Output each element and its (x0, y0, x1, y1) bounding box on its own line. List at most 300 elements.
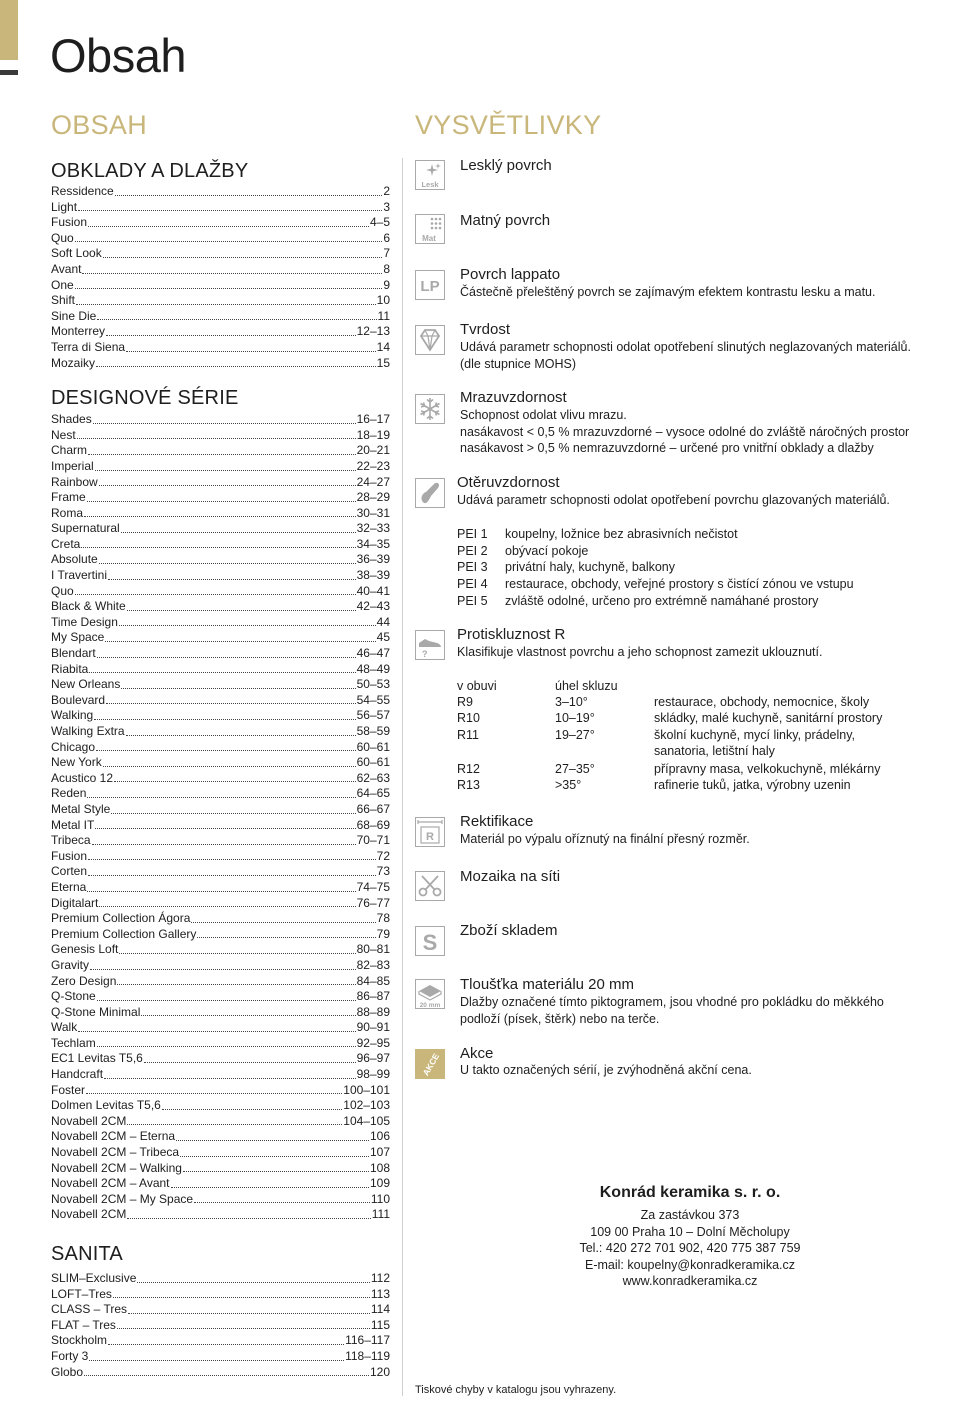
toc-entry-title: EC1 Levitas T5,6 (51, 1051, 143, 1066)
toc-entry (51, 1287, 390, 1303)
column-divider (402, 158, 403, 1396)
toc-entry-page: 7 (383, 246, 390, 261)
company-name: Konrád keramika s. r. o. (599, 1184, 781, 1201)
toc-leader-dots (162, 1098, 342, 1110)
toc-entry (51, 1192, 390, 1208)
toc-leader-dots (126, 724, 356, 736)
toc-leader-dots (183, 1161, 369, 1173)
toc-entry-page: 50–53 (356, 677, 390, 692)
toc-leader-dots (99, 896, 355, 908)
toc-leader-dots (113, 1287, 370, 1299)
toc-leader-dots (141, 1005, 355, 1017)
toc-entry-title: My Space (51, 630, 105, 645)
toc-entry-title: Fusion (51, 215, 88, 230)
toc-entry-page: 114 (370, 1302, 390, 1317)
toc-leader-dots (106, 324, 356, 336)
toc-entry (51, 989, 390, 1005)
toc-leader-dots (81, 537, 355, 549)
toc-heading: OBSAH (51, 110, 148, 140)
toc-entry-page: 84–85 (356, 973, 390, 988)
scissors-icon (415, 871, 445, 901)
toc-leader-dots (90, 958, 356, 970)
toc-entry-title: Quo (51, 230, 74, 245)
toc-entry-page: 109 (369, 1176, 390, 1191)
page-title: Obsah (50, 29, 186, 82)
toc-entry (51, 1098, 390, 1114)
toc-entry-title: Gravity (51, 957, 90, 972)
slip-use: školní kuchyně, mycí linky, prádelny, (654, 728, 856, 742)
toc-leader-dots (121, 521, 356, 533)
toc-entry (51, 475, 390, 491)
toc-entry-title: Quo (51, 583, 74, 598)
toc-entry-page: 118–119 (345, 1348, 390, 1363)
toc-leader-dots (94, 708, 355, 720)
toc-entry (51, 1083, 390, 1099)
slip-angle: 27–35° (555, 762, 595, 776)
toc-entry-title: Avant (51, 261, 82, 276)
hardness-desc: (dle stupnice MOHS) (460, 357, 577, 371)
toc-leader-dots (87, 880, 355, 892)
toc-entry-page: 107 (369, 1145, 390, 1160)
toc-entry-page: 72 (376, 848, 390, 863)
toc-entry-page: 98–99 (356, 1067, 390, 1082)
slip-use: rafinerie tuků, jatka, výrobny uzenin (654, 778, 851, 792)
mat-icon (415, 214, 445, 244)
toc-leader-dots (96, 740, 356, 752)
abrasion-title: Otěruvzdornost (457, 474, 560, 491)
toc-entry-page: 62–63 (356, 770, 390, 785)
toc-entry (51, 278, 390, 294)
shoe-icon (415, 630, 445, 660)
hardness-title: Tvrdost (460, 321, 511, 338)
akce-icon (415, 1049, 445, 1079)
toc-leader-dots (103, 755, 356, 767)
toc-entry (51, 459, 390, 475)
slip-use: sanatoria, letištní haly (654, 744, 775, 758)
toc-entry-title: Creta (51, 536, 81, 551)
toc-leader-dots (194, 1192, 370, 1204)
toc-entry (51, 184, 390, 200)
lappato-desc: Částečně přeleštěný povrch se zajímavým efektem kontrastu lesku a matu. (460, 285, 876, 299)
toc-entry-page: 112 (370, 1271, 390, 1285)
lappato-title: Povrch lappato (460, 266, 561, 283)
toc-entry (51, 506, 390, 522)
promo-title: Akce (460, 1045, 494, 1062)
toc-entry-title: Mozaiky (51, 355, 96, 370)
hardness-desc: Udává parametr schopnosti odolat opotřebení slinutých neglazovaných materiálů. (460, 340, 911, 354)
toc-entry-title: Monterrey (51, 324, 106, 339)
toc-leader-dots (127, 1114, 342, 1126)
toc-entry-title: Eterna (51, 879, 87, 894)
toc-entry-page: 46–47 (356, 646, 390, 661)
toc-entry-page: 54–55 (356, 692, 390, 707)
toc-entry (51, 1207, 390, 1223)
toc-leader-dots (144, 1051, 356, 1063)
toc-entry-title: Blendart (51, 646, 96, 661)
toc-leader-dots (97, 646, 356, 658)
toc-entry-title: Riabita (51, 661, 89, 676)
toc-entry (51, 662, 390, 678)
toc-leader-dots (127, 599, 356, 611)
toc-entry-title: New York (51, 755, 102, 770)
frost-desc: Schopnost odolat vlivu mrazu. (460, 408, 627, 422)
toc-entry-title: Q-Stone (51, 989, 96, 1004)
toc-entry-page: 110 (370, 1191, 390, 1206)
stock-title: Zboží skladem (460, 922, 558, 939)
pei-desc: privátní haly, kuchyně, balkony (505, 560, 676, 574)
toc-leader-dots (114, 771, 356, 783)
toc-entry-page: 18–19 (356, 427, 390, 442)
toc-entry-title: Novabell 2CM – Avant (51, 1176, 170, 1191)
toc-entry-page: 34–35 (356, 536, 390, 551)
toc-entry-page: 2 (383, 184, 390, 198)
toc-entry-title: Time Design (51, 614, 118, 629)
svg-text:Mat: Mat (422, 234, 436, 243)
toc-entry-title: Fusion (51, 848, 88, 863)
toc-list-design (51, 412, 390, 1223)
toc-entry-page: 30–31 (356, 505, 390, 520)
toc-entry-page: 24–27 (356, 474, 390, 489)
toc-entry (51, 215, 390, 231)
snowflake-icon (415, 394, 445, 424)
toc-entry-title: Zero Design (51, 973, 117, 988)
thickness-title: Tloušťka materiálu 20 mm (460, 976, 635, 993)
toc-entry-title: Novabell 2CM (51, 1207, 127, 1222)
toc-entry-title: Digitalart (51, 895, 99, 910)
toc-leader-dots (84, 1365, 369, 1377)
toc-entry (51, 771, 390, 787)
toc-entry (51, 1005, 390, 1021)
toc-entry (51, 818, 390, 834)
toc-entry-title: CLASS – Tres (51, 1302, 128, 1317)
toc-entry-page: 92–95 (356, 1035, 390, 1050)
table-of-contents (51, 108, 390, 1380)
toc-entry-title: Dolmen Levitas T5,6 (51, 1098, 161, 1113)
toc-entry (51, 740, 390, 756)
toc-entry (51, 693, 390, 709)
toc-entry-page: 9 (383, 277, 390, 292)
toc-entry-title: Absolute (51, 552, 98, 567)
toc-entry-title: Shades (51, 412, 92, 427)
toc-entry-page: 82–83 (356, 957, 390, 972)
pei-desc: restaurace, obchody, veřejné prostory s čistící zónou ve vstupu (505, 577, 854, 591)
toc-leader-dots (89, 1349, 344, 1361)
toc-entry-page: 22–23 (356, 458, 390, 473)
promo-desc: U takto označených sérií, je zvýhodněná akční cena. (460, 1063, 752, 1077)
toc-entry-title: One (51, 277, 74, 292)
legend-heading: VYSVĚTLIVKY (415, 110, 602, 140)
toc-entry-title: Globo (51, 1364, 84, 1379)
toc-leader-dots (171, 1176, 369, 1188)
company-city: 109 00 Praha 10 – Dolní Měcholupy (590, 1224, 790, 1239)
toc-entry-page: 90–91 (356, 1020, 390, 1035)
slip-class: R10 (457, 711, 480, 725)
toc-entry (51, 1349, 390, 1365)
toc-section-title: DESIGNOVÉ SÉRIE (51, 387, 239, 410)
toc-entry (51, 1333, 390, 1349)
toc-leader-dots (108, 1333, 344, 1345)
toc-entry-page: 74–75 (356, 879, 390, 894)
toc-entry-page: 76–77 (356, 895, 390, 910)
toc-entry-page: 96–97 (356, 1051, 390, 1066)
frost-desc: nasákavost > 0,5 % nemrazuvzdorné – určené pro vnitřní obklady a dlažby (460, 441, 874, 455)
toc-leader-dots (77, 428, 356, 440)
toc-entry-title: Soft Look (51, 246, 102, 261)
toc-entry-page: 6 (383, 230, 390, 245)
rectified-title: Rektifikace (460, 813, 534, 830)
toc-entry (51, 864, 390, 880)
toc-leader-dots (88, 849, 376, 861)
toc-entry (51, 293, 390, 309)
toc-entry-title: Roma (51, 505, 84, 520)
toc-entry-title: Terra di Siena (51, 339, 126, 354)
toc-entry (51, 1051, 390, 1067)
toc-entry (51, 1302, 390, 1318)
company-street: Za zastávkou 373 (640, 1208, 740, 1222)
toc-entry (51, 615, 390, 631)
toc-leader-dots (105, 630, 375, 642)
toc-entry-title: Imperial (51, 458, 94, 473)
toc-entry (51, 490, 390, 506)
glossy-title: Lesklý povrch (460, 157, 552, 174)
stock-s-icon (415, 926, 445, 956)
slip-angle: 3–10° (555, 695, 588, 709)
toc-entry-title: Frame (51, 490, 86, 505)
toc-entry-page: 113 (370, 1286, 390, 1301)
company-phone: Tel.: 420 272 701 902, 420 775 387 759 (579, 1241, 801, 1255)
toc-entry-page: 15 (376, 355, 390, 370)
slip-angle: 10–19° (555, 711, 595, 725)
toc-entry-page: 16–17 (356, 412, 390, 427)
slip-title: Protiskluznost R (457, 626, 566, 643)
toc-entry-page: 56–57 (356, 708, 390, 723)
toc-entry-page: 3 (383, 199, 390, 214)
toc-leader-dots (111, 802, 355, 814)
slip-class: R9 (457, 695, 473, 709)
toc-entry-page: 4–5 (369, 215, 390, 230)
toc-leader-dots (191, 911, 375, 923)
slip-header: v obuvi (457, 679, 497, 693)
toc-entry (51, 200, 390, 216)
toc-entry-page: 8 (383, 261, 390, 276)
toc-entry-page: 64–65 (356, 786, 390, 801)
toc-entry-page: 68–69 (356, 817, 390, 832)
svg-text:AKCE: AKCE (420, 1051, 442, 1078)
toc-entry (51, 521, 390, 537)
toc-entry-page: 106 (369, 1129, 390, 1144)
toc-entry-title: Metal Style (51, 801, 111, 816)
toc-entry-title: Novabell 2CM – My Space (51, 1191, 194, 1206)
slip-use: restaurace, obchody, nemocnice, školy (654, 695, 870, 709)
toc-entry-title: Techlam (51, 1035, 96, 1050)
toc-entry-page: 10 (376, 293, 390, 308)
toc-entry-page: 115 (370, 1317, 390, 1332)
toc-entry (51, 568, 390, 584)
toc-entry-page: 28–29 (356, 490, 390, 505)
toc-entry-title: Black & White (51, 599, 126, 614)
toc-leader-dots (75, 278, 383, 290)
toc-leader-dots (117, 1318, 370, 1330)
toc-entry-title: I Travertini (51, 568, 108, 583)
toc-leader-dots (127, 1207, 370, 1219)
slip-desc: Klasifikuje vlastnost povrchu a jeho schopnost zamezit uklouznutí. (457, 645, 823, 659)
toc-entry (51, 324, 390, 340)
toc-entry-title: LOFT–Tres (51, 1286, 112, 1301)
toc-entry-page: 12–13 (356, 324, 390, 339)
toc-entry-page: 102–103 (343, 1098, 390, 1113)
svg-text:?: ? (422, 649, 428, 659)
toc-entry (51, 1318, 390, 1334)
toc-entry-title: Boulevard (51, 692, 106, 707)
toc-entry-title: Sine Die (51, 308, 97, 323)
toc-entry-page: 32–33 (356, 521, 390, 536)
lesk-icon (415, 160, 445, 190)
toc-entry-title: FLAT – Tres (51, 1317, 116, 1332)
toc-leader-dots (137, 1271, 369, 1283)
toc-entry-title: Walking Extra (51, 724, 125, 738)
toc-leader-dots (119, 615, 376, 627)
svg-text:R: R (426, 831, 434, 843)
toc-entry-title: Novabell 2CM – Tribeca (51, 1145, 180, 1160)
toc-entry-page: 111 (371, 1207, 390, 1222)
toc-entry (51, 708, 390, 724)
toc-entry (51, 246, 390, 262)
rectified-desc: Materiál po výpalu oříznutý na finální přesný rozměr. (460, 832, 750, 846)
toc-entry-page: 100–101 (343, 1082, 390, 1097)
toc-entry (51, 1176, 390, 1192)
toc-leader-dots (103, 246, 383, 258)
slip-angle: 19–27° (555, 728, 595, 742)
toc-leader-dots (104, 1067, 356, 1079)
dark-accent-bar (0, 70, 18, 75)
toc-entry (51, 552, 390, 568)
toc-leader-dots (88, 215, 369, 227)
slip-class: R11 (457, 728, 480, 742)
toc-leader-dots (82, 262, 382, 274)
toc-entry-title: Corten (51, 864, 88, 879)
toc-entry (51, 896, 390, 912)
toc-entry-title: Light (51, 199, 78, 214)
toc-leader-dots (95, 818, 355, 830)
toc-entry-page: 45 (376, 630, 390, 645)
toc-entry-title: Premium Collection Gallery (51, 926, 197, 941)
toc-leader-dots (87, 490, 356, 502)
toc-entry-title: Shift (51, 293, 76, 308)
toc-entry (51, 911, 390, 927)
toc-entry-title: Nest (51, 427, 76, 442)
toc-entry (51, 630, 390, 646)
gold-accent-bar (0, 0, 18, 60)
toc-entry (51, 1271, 390, 1287)
slip-class: R13 (457, 778, 480, 792)
rectified-icon (415, 817, 445, 847)
toc-entry-title: Metal IT (51, 817, 95, 832)
toc-entry-page: 79 (376, 926, 390, 941)
pei-desc: koupelny, ložnice bez abrasivních nečistot (505, 527, 738, 541)
toc-entry (51, 412, 390, 428)
toc-entry (51, 927, 390, 943)
toc-leader-dots (197, 927, 375, 939)
toc-entry-page: 58–59 (356, 724, 390, 738)
toc-entry-page: 104–105 (343, 1113, 390, 1128)
toc-entry-page: 116–117 (345, 1333, 390, 1348)
toc-leader-dots (106, 693, 356, 705)
toc-entry-title: New Orleans (51, 677, 121, 692)
toc-entry-page: 14 (376, 339, 390, 354)
pei-code: PEI 2 (457, 544, 488, 558)
pei-code: PEI 1 (457, 527, 488, 541)
toc-entry (51, 262, 390, 278)
toc-entry (51, 786, 390, 802)
toc-entry (51, 974, 390, 990)
toc-entry-title: Rainbow (51, 474, 98, 489)
toc-entry (51, 309, 390, 325)
toc-leader-dots (115, 184, 383, 196)
toc-entry (51, 1067, 390, 1083)
pei-desc: zvláště odolné, určeno pro extrémně namáhané prostory (505, 594, 819, 608)
toc-entry-page: 108 (369, 1160, 390, 1175)
mesh-title: Mozaika na síti (460, 868, 561, 885)
thickness-desc: podloží (písek, štěrk) nebo na terče. (460, 1012, 660, 1026)
toc-entry (51, 802, 390, 818)
company-block (470, 1184, 910, 1290)
toc-leader-dots (99, 475, 356, 487)
pei-code: PEI 3 (457, 560, 488, 574)
toc-leader-dots (86, 1083, 342, 1095)
toc-entry (51, 1161, 390, 1177)
toc-entry-page: 40–41 (356, 583, 390, 598)
toc-entry-title: Stockholm (51, 1333, 108, 1348)
toc-entry-title: Walking (51, 708, 94, 723)
toc-entry-page: 60–61 (356, 739, 390, 754)
thickness-icon (415, 979, 445, 1009)
footnote: Tiskové chyby v katalogu jsou vyhrazeny. (415, 1384, 617, 1396)
toc-leader-dots (119, 942, 355, 954)
toc-entry-page: 86–87 (356, 989, 390, 1004)
toc-leader-dots (87, 786, 355, 798)
toc-leader-dots (117, 974, 355, 986)
svg-text:20 mm: 20 mm (419, 1002, 441, 1009)
slip-use: přípravny masa, velkokuchyně, mlékárny (654, 762, 881, 776)
toc-entry (51, 1020, 390, 1036)
toc-entry (51, 958, 390, 974)
frost-desc: nasákavost < 0,5 % mrazuvzdorné – vysoce odolné do zvláště náročných prostor (460, 425, 910, 439)
toc-entry (51, 1365, 390, 1381)
toc-entry (51, 646, 390, 662)
slip-angle: >35° (555, 778, 582, 792)
toc-entry-page: 80–81 (356, 942, 390, 957)
lp-icon (415, 270, 445, 300)
toc-entry (51, 443, 390, 459)
company-web: www.konradkeramika.cz (622, 1274, 758, 1288)
toc-entry (51, 340, 390, 356)
svg-text:LP: LP (420, 278, 440, 295)
toc-entry-title: SLIM–Exclusive (51, 1271, 137, 1285)
toc-entry (51, 942, 390, 958)
toc-entry (51, 755, 390, 771)
toc-entry (51, 724, 390, 740)
toc-list-tiles (51, 184, 390, 371)
toc-leader-dots (108, 568, 356, 580)
toc-entry-page: 70–71 (356, 833, 390, 848)
pei-desc: obývací pokoje (505, 544, 589, 558)
toc-leader-dots (76, 293, 376, 305)
toc-entry-title: Foster (51, 1082, 86, 1097)
toc-entry-title: Novabell 2CM – Eterna (51, 1129, 176, 1144)
toc-list-sanita (51, 1271, 390, 1380)
toc-entry (51, 428, 390, 444)
toc-entry (51, 849, 390, 865)
